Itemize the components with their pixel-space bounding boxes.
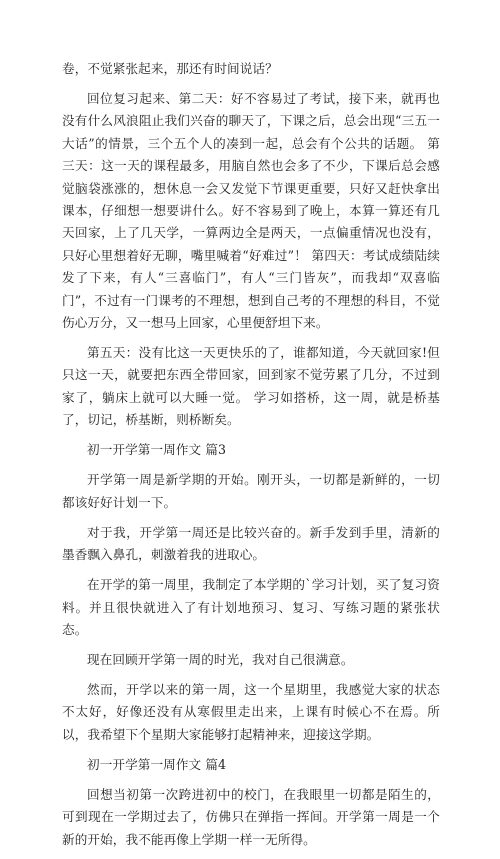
paragraph-day-five: 第五天：没有比这一天更快乐的了，谁都知道，今天就回家!但只这一天，就要把东西全带回家，回到家不觉劳累了几分，不过到家了，躺床上就可以大睡一觉。 学习如搭桥，这一周，就是桥基了，切记，桥基断，则桥断矣。: [62, 345, 440, 428]
paragraph-excitement: 对于我，开学第一周还是比较兴奋的。新手发到手里，清新的墨香飘入鼻孔，刺激着我的进取心。: [62, 524, 440, 563]
paragraph-day-two-three-four: 回位复习起来、第二天：好不容易过了考试，接下来，就再也没有什么风浪阻止我们兴奋的聊天了，下课之后，总会出现“三五一大话”的情景，三个五个人的凑到一起，总会有个公共的话题。 第三天：这一天的课程最多，用脑自然也会多了不少，下课后总会感觉脑袋涨涨的，想休息一会又发觉下节课更重要，只好又赶快拿出课本，仔细想一想要讲什么。好不容易到了晚上，本算一算还有几天回家，上了几天学，一算两边全是两天，一点偏重情况也没有，只好心里想着好无聊，嘴里喊着“好难过”！ 第四天：考试成绩陆续发了下来，有人“三喜临门”，有人“三门皆灰”，而我却“双喜临门”，不过有一门课考的不理想，想到自己考的不理想的科目，不觉伤心万分，又一想马上回家，心里便舒坦下来。: [62, 91, 440, 331]
paragraph-study-plan: 在开学的第一周里，我制定了本学期的`学习计划，买了复习资料。并且很快就进入了有计划地预习、复习、写练习题的紧张状态。: [62, 577, 440, 637]
paragraph-recall: 回想当初第一次跨进初中的校门，在我眼里一切都是陌生的，可到现在一学期过去了，仿佛只在弹指一挥间。开学第一周是一个新的开始，我不能再像上学期一样一无所得。: [62, 786, 440, 847]
document-body: [62, 58, 440, 859]
paragraph-satisfied: 现在回顾开学第一周的时光，我对自己很满意。: [87, 651, 354, 667]
paragraph-continuation: 卷，不觉紧张起来，那还有时间说话？: [62, 61, 278, 76]
paragraph-new-semester: 开学第一周是新学期的开始。刚开头，一切都是新鲜的，一切都该好好计划一下。: [62, 472, 440, 510]
paragraph-class-state: 然而，开学以来的第一周，这一个星期里，我感觉大家的状态不太好，好像还没有从寒假里走出来，上课有时候心不在焉。所以，我希望下个星期大家能够打起精神来，迎接这学期。: [62, 681, 440, 742]
section-heading-3: 初一开学第一周作文 篇3: [87, 442, 227, 458]
section-heading-4: 初一开学第一周作文 篇4: [87, 756, 227, 772]
